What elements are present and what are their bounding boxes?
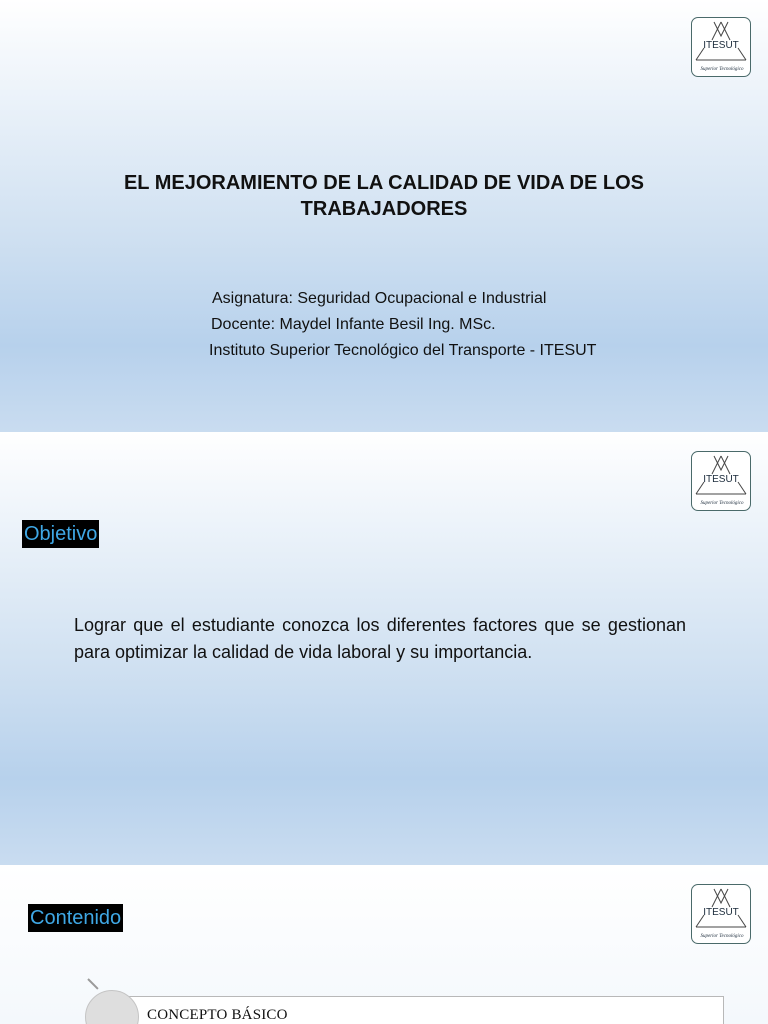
objetivo-body: Lograr que el estudiante conozca los diferentes factores que se gestionan para optimizar la calidad de vida laboral y su importancia.: [74, 615, 686, 662]
svg-text:ITESUT: ITESUT: [703, 474, 739, 485]
instituto-line: Instituto Superior Tecnológico del Transporte - ITESUT: [209, 342, 597, 359]
svg-text:ITESUT: ITESUT: [703, 40, 739, 51]
connector-line: [87, 978, 98, 989]
content-item-label: CONCEPTO BÁSICO: [147, 1007, 288, 1023]
itesut-logo: [691, 451, 751, 511]
presentation-title: EL MEJORAMIENTO DE LA CALIDAD DE VIDA DE LOS TRABAJADORES: [123, 172, 645, 220]
slide-title: [0, 0, 768, 432]
svg-text:Superior Tecnológico: Superior Tecnológico: [700, 67, 744, 72]
slide-contenido: [0, 865, 768, 1024]
svg-text:Superior Tecnológico: Superior Tecnológico: [700, 934, 744, 939]
svg-text:ITESUT: ITESUT: [703, 907, 739, 918]
contenido-heading: Contenido: [28, 904, 123, 932]
content-item-box: [110, 996, 724, 1024]
objetivo-heading: Objetivo: [22, 520, 99, 548]
itesut-logo: [691, 884, 751, 944]
asignatura-line: Asignatura: Seguridad Ocupacional e Industrial: [212, 290, 547, 307]
docente-line: Docente: Maydel Infante Besil Ing. MSc.: [211, 316, 496, 333]
slide-objetivo: [0, 432, 768, 865]
itesut-logo: [691, 17, 751, 77]
svg-text:Superior Tecnológico: Superior Tecnológico: [700, 501, 744, 506]
